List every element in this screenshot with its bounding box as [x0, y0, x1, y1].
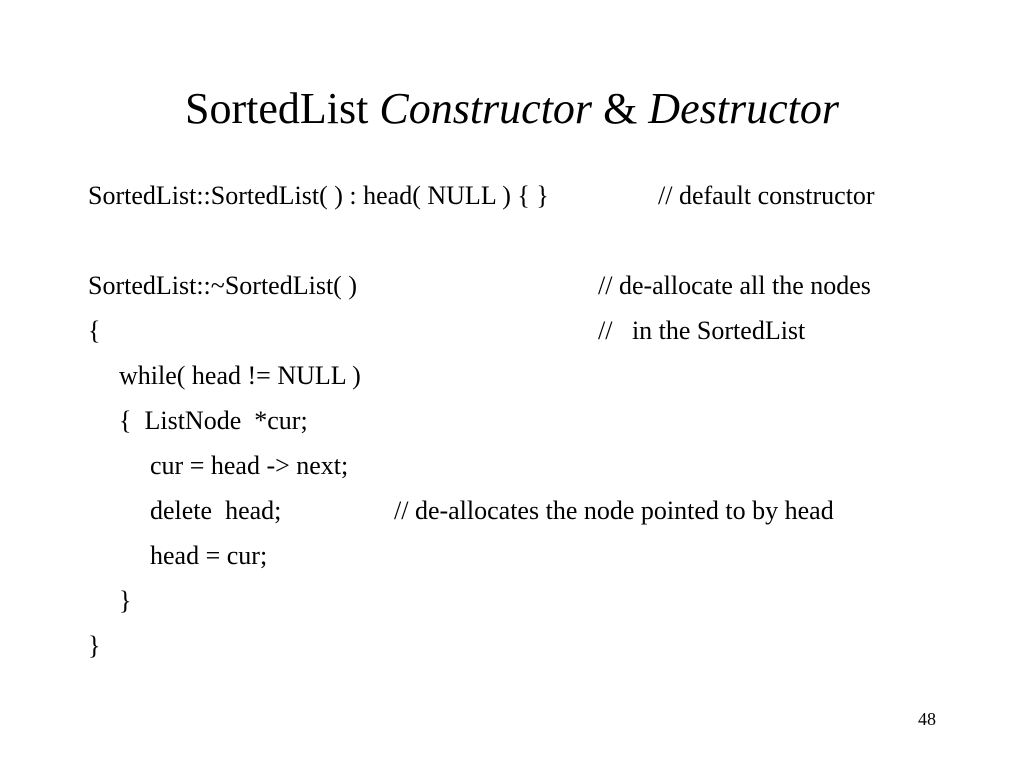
code-line-4: while( head != NULL ) [119, 361, 361, 390]
code-line-8: head = cur; [150, 541, 268, 570]
comment-line-7: // de-allocates the node pointed to by head [394, 496, 834, 525]
comment-line-1: // default constructor [658, 181, 875, 210]
title-part-4: Destructor [648, 84, 839, 133]
code-line-6: cur = head -> next; [150, 451, 349, 480]
comment-line-3: // in the SortedList [598, 316, 806, 345]
slide-title [0, 80, 1024, 138]
title-part-3: & [592, 84, 649, 133]
code-line-3: { [88, 316, 101, 345]
comment-line-2: // de-allocate all the nodes [598, 271, 871, 300]
code-line-10: } [88, 631, 101, 660]
code-line-9: } [119, 586, 132, 615]
code-line-7: delete head; [150, 496, 282, 525]
title-part-1: SortedList [185, 84, 380, 133]
title-part-2: Constructor [379, 84, 593, 133]
code-line-2: SortedList::~SortedList( ) [88, 271, 357, 300]
code-line-1: SortedList::SortedList( ) : head( NULL ) { } [88, 181, 549, 210]
code-line-5: { ListNode *cur; [119, 406, 308, 435]
page-number: 48 [918, 709, 936, 729]
